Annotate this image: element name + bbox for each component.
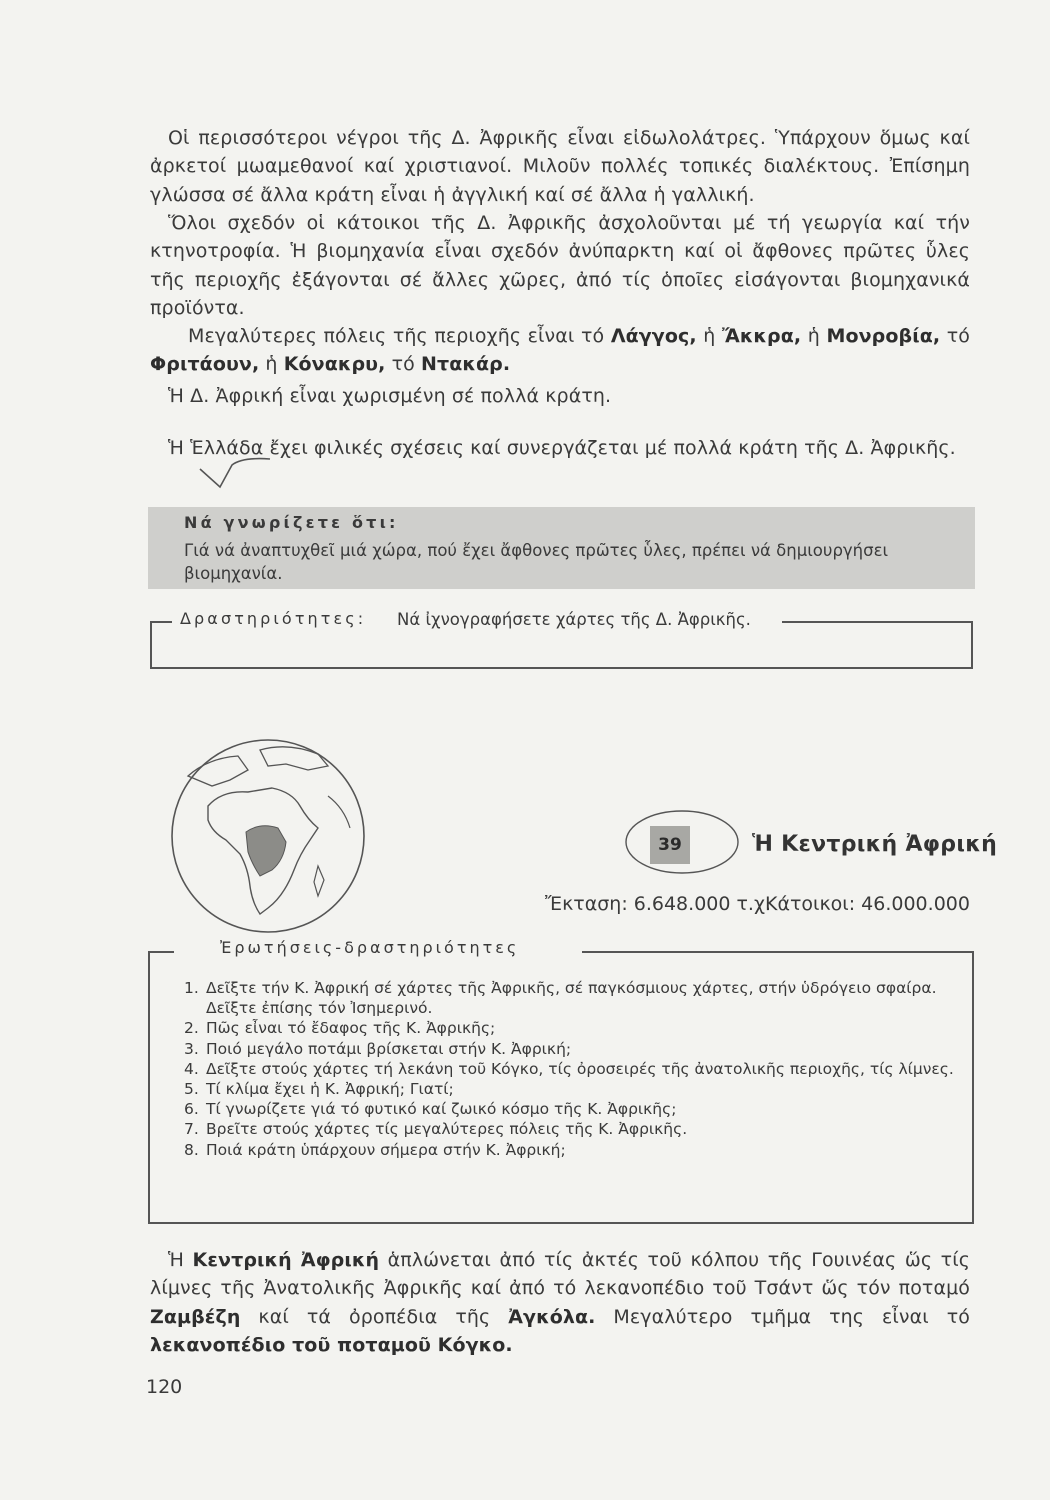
cities-text: Μεγαλύτερες πόλεις τῆς περιοχῆς εἶναι τό — [188, 325, 611, 347]
chapter-number-badge: 39 — [650, 826, 690, 864]
question-item — [176, 978, 956, 1018]
question-number: 7. — [184, 1120, 199, 1139]
paragraph-economy: Ὅλοι σχεδόν οἱ κάτοικοι τῆς Δ. Ἀφρικῆς ἀσχολοῦνται μέ τή γεωργία καί τήν κτηνοτροφία. Ἡ βιομηχανία εἶναι σχεδόν ἀνύπαρκτη καί οἱ ἄφθονες πρῶτες ὗλες τῆς περιοχῆς ἐξάγονται σέ ἄλλες χῶρες, ἀπό τίς ὁποῖες εἰσάγονται βιομηχανικά προϊόντα. — [150, 212, 970, 320]
question-text: Δεῖξτε τήν Κ. Ἀφρική σέ χάρτες τῆς Ἀφρικῆς, σέ παγκόσμιους χάρτες, στήν ὑδρόγειο σφαίρα. Δεῖξτε ἐπίσης τόν Ἰσημερινό. — [206, 979, 937, 1018]
question-text: Ποιά κράτη ὑπάρχουν σήμερα στήν Κ. Ἀφρική; — [206, 1140, 566, 1159]
question-text: Πῶς εἶναι τό ἔδαφος τῆς Κ. Ἀφρικῆς; — [206, 1019, 496, 1038]
questions-list — [176, 978, 956, 1160]
paragraph-religion-language: Οἱ περισσότεροι νέγροι τῆς Δ. Ἀφρικῆς εἶναι εἰδωλολάτρες. Ὑπάρχουν ὅμως καί ἀρκετοί μωαμεθανοί καί χριστιανοί. Μιλοῦν πολλές τοπικές διαλέκτους. Ἐπίσημη γλώσσα σέ ἄλλα κράτη εἶναι ἡ ἀγγλική καί σέ ἄλλα ἡ γαλλική. — [150, 127, 970, 206]
question-number: 4. — [184, 1059, 199, 1078]
question-number: 2. — [184, 1019, 199, 1038]
question-text: Τί γνωρίζετε γιά τό φυτικό καί ζωικό κόσμο τῆς Κ. Ἀφρικῆς; — [206, 1100, 677, 1119]
activities-text: Νά ἰχνογραφήσετε χάρτες τῆς Δ. Ἀφρικῆς. — [397, 610, 757, 629]
paragraph-greece-relations: Ἡ Ἑλλάδα ἔχει φιλικές σχέσεις καί συνεργάζεται μέ πολλά κράτη τῆς Δ. Ἀφρικῆς. — [168, 437, 956, 459]
activities-colon: : — [357, 609, 364, 628]
cities-text: τό — [385, 353, 421, 376]
know-that-box — [148, 507, 975, 589]
intro-text: ἁπλώνεται ἀπό τίς ἀκτές τοῦ κόλπου τῆς Γουινέας ὥς τίς λίμνες τῆς Ἀνατολικῆς Ἀφρικῆς καί ἀπό τό λεκανοπέδιο τοῦ Τσάντ ὥς τόν ποταμό — [150, 1249, 970, 1300]
intro-text: καί τά ὀροπέδια τῆς — [240, 1305, 509, 1328]
city-dakar: Ντακάρ. — [420, 353, 511, 376]
paragraph-states: Ἡ Δ. Ἀφρική εἶναι χωρισμένη σέ πολλά κράτη. — [168, 385, 612, 407]
question-item — [176, 1018, 956, 1038]
city-monrovia: Μονροβία, — [826, 325, 941, 347]
paragraph-cities — [150, 322, 970, 379]
intro-bold: Ἀγκόλα. — [508, 1305, 596, 1328]
city-lagos: Λάγγος, — [610, 325, 697, 347]
population-stat: Κάτοικοι: 46.000.000 — [765, 893, 970, 915]
activities-title — [180, 609, 367, 628]
question-number: 3. — [184, 1039, 199, 1058]
question-text: Βρεῖτε στούς χάρτες τίς μεγαλύτερες πόλεις τῆς Κ. Ἀφρικῆς. — [206, 1120, 688, 1139]
cities-text: ἡ — [696, 325, 722, 347]
activities-frame — [150, 623, 973, 669]
area-stat: Ἔκταση: 6.648.000 τ.χ. — [545, 893, 771, 915]
cities-text: ἡ — [259, 353, 284, 376]
intro-bold: λεκανοπέδιο τοῦ ποταμοῦ Κόγκο. — [150, 1334, 513, 1357]
questions-title: Ἐρωτήσεις-δραστηριότητες — [216, 938, 523, 957]
question-item — [176, 1059, 956, 1079]
city-freetown: Φριτάουν, — [150, 353, 260, 376]
question-text: Δεῖξτε στούς χάρτες τή λεκάνη τοῦ Κόγκο, τίς ὀροσειρές τῆς ἀνατολικῆς περιοχῆς, τίς λίμνες. — [206, 1059, 954, 1078]
question-item — [176, 1079, 956, 1099]
question-item — [176, 1119, 956, 1139]
globe-africa-icon — [168, 736, 368, 936]
paragraph-central-africa-intro — [150, 1246, 970, 1360]
question-item — [176, 1140, 956, 1160]
page-number: 120 — [146, 1376, 183, 1398]
intro-bold: Ζαμβέζη — [150, 1305, 241, 1328]
question-number: 8. — [184, 1140, 199, 1159]
question-number: 6. — [184, 1100, 199, 1119]
city-conakry: Κόνακρυ, — [283, 353, 386, 376]
question-number: 1. — [184, 979, 199, 997]
cities-text: τό — [940, 325, 971, 347]
city-accra: Ἄκκρα, — [721, 325, 802, 347]
activities-title-text: Δραστηριότητες — [180, 609, 358, 628]
question-text: Τί κλίμα ἔχει ἡ Κ. Ἀφρική; Γιατί; — [206, 1080, 454, 1099]
cities-text: ἡ — [801, 325, 827, 347]
question-number: 5. — [184, 1080, 199, 1099]
chapter-title: Ἡ Κεντρική Ἀφρική — [752, 832, 998, 857]
know-that-text: Γιά νά ἀναπτυχθεῖ μιά χώρα, πού ἔχει ἄφθονες πρῶτες ὗλες, πρέπει νά δημιουργήσει βιομηχανία. — [184, 541, 889, 583]
question-item — [176, 1039, 956, 1059]
intro-text: Ἡ — [168, 1249, 193, 1271]
intro-text: Μεγαλύτερο τμῆμα της εἶναι τό — [595, 1305, 970, 1328]
intro-bold: Κεντρική Ἀφρική — [192, 1249, 380, 1271]
know-that-title: Νά γνωρίζετε ὅτι: — [184, 513, 399, 532]
question-text: Ποιό μεγάλο ποτάμι βρίσκεται στήν Κ. Ἀφρική; — [206, 1039, 572, 1058]
handwritten-check-mark — [198, 455, 272, 491]
question-item — [176, 1099, 956, 1119]
